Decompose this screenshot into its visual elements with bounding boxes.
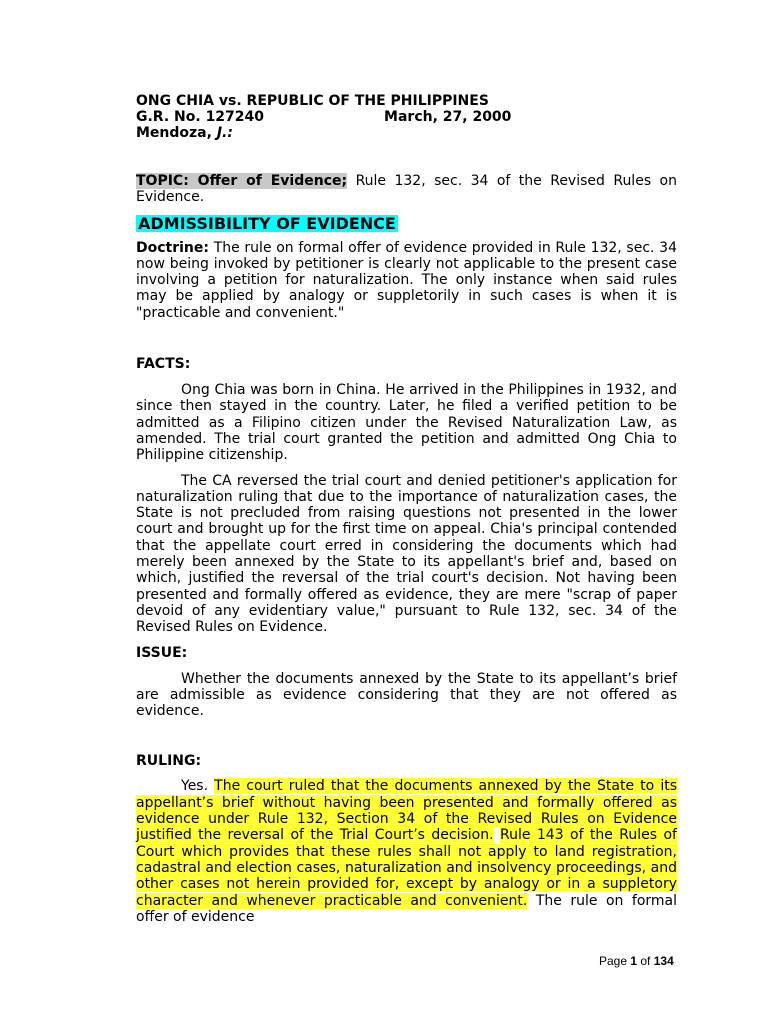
decision-date: March, 27, 2000 bbox=[384, 109, 512, 125]
document-page bbox=[136, 93, 677, 925]
ruling-lead: Yes. bbox=[181, 778, 215, 795]
ponente-name: Mendoza, bbox=[136, 125, 217, 141]
issue-paragraph: Whether the documents annexed by the State to its appellant’s brief are admissible as evidence considering that they are not offered as evidence. bbox=[136, 670, 677, 720]
doctrine-text: The rule on formal offer of evidence provided in Rule 132, sec. 34 now being invoked by petitioner is clearly not applicable to the present case involving a petition for naturalization. The only instance when said rules may be applied by analogy or suppletorily in such cases is when it is "practicable and convenient." bbox=[136, 239, 677, 321]
topic-rest: Rule 132, sec. 34 of the Revised Rules on Evidence. bbox=[136, 173, 677, 206]
footer-total-pages: 134 bbox=[653, 954, 674, 968]
gr-number: G.R. No. 127240 bbox=[136, 109, 265, 125]
case-number-line bbox=[136, 109, 677, 125]
ponente bbox=[136, 125, 677, 141]
subtopic-wrap bbox=[136, 214, 677, 233]
doctrine-label: Doctrine: bbox=[136, 239, 209, 256]
ponente-j: J.: bbox=[216, 125, 233, 141]
topic-label: TOPIC: Offer of Evidence; bbox=[136, 173, 348, 189]
topic-line bbox=[136, 173, 677, 206]
case-title: ONG CHIA vs. REPUBLIC OF THE PHILIPPINES bbox=[136, 93, 489, 109]
footer-page-word: Page bbox=[599, 954, 631, 968]
page-footer bbox=[599, 954, 674, 968]
ruling-highlight-1: The court ruled that the documents annexed by the State to its appellant’s brief without having been presented and formally offered as evidence under Rule 132, Section 34 of the Revised Rules on Evidence justified the reversal of the Trial Court’s decision. bbox=[136, 778, 677, 844]
facts-paragraph-2: The CA reversed the trial court and denied petitioner's application for naturalization ruling that due to the importance of naturalization cases, the State is not precluded from raising questions not presented in the lower court and brought up for the first time on appeal. Chia's principal contended that the appellate court erred in considering the documents which had merely been annexed by the State to its appellant's brief and, based on which, justified the reversal of the trial court's decision. Not having been presented and formally offered as evidence, they are mere "scrap of paper devoid of any evidentiary value," pursuant to Rule 132, sec. 34 of the Revised Rules on Evidence. bbox=[136, 472, 677, 636]
ruling-heading: RULING: bbox=[136, 753, 202, 770]
footer-of-word: of bbox=[637, 954, 654, 968]
subtopic-heading: ADMISSIBILITY OF EVIDENCE bbox=[138, 213, 396, 233]
ruling-tail: The rule on formal offer of evidence bbox=[136, 892, 677, 925]
ruling-highlight-2: Rule 143 of the Rules of Court which provides that these rules shall not apply to land registration, cadastral and election cases, naturalization and insolvency proceedings, and other cases not herein provided for, except by analogy or in a suppletory character and whenever practicable and convenient. bbox=[136, 827, 677, 909]
ruling-paragraph bbox=[136, 778, 677, 925]
issue-heading: ISSUE: bbox=[136, 644, 188, 661]
facts-paragraph-1: Ong Chia was born in China. He arrived in the Philippines in 1932, and since then stayed in the country. Later, he filed a verified petition to be admitted as a Filipino citizen under the Revised Naturalization Law, as amended. The trial court granted the petition and admitted Ong Chia to Philippine citizenship. bbox=[136, 382, 677, 464]
facts-heading: FACTS: bbox=[136, 356, 191, 373]
footer-page-number: 1 bbox=[630, 954, 638, 968]
doctrine-paragraph bbox=[136, 240, 677, 321]
